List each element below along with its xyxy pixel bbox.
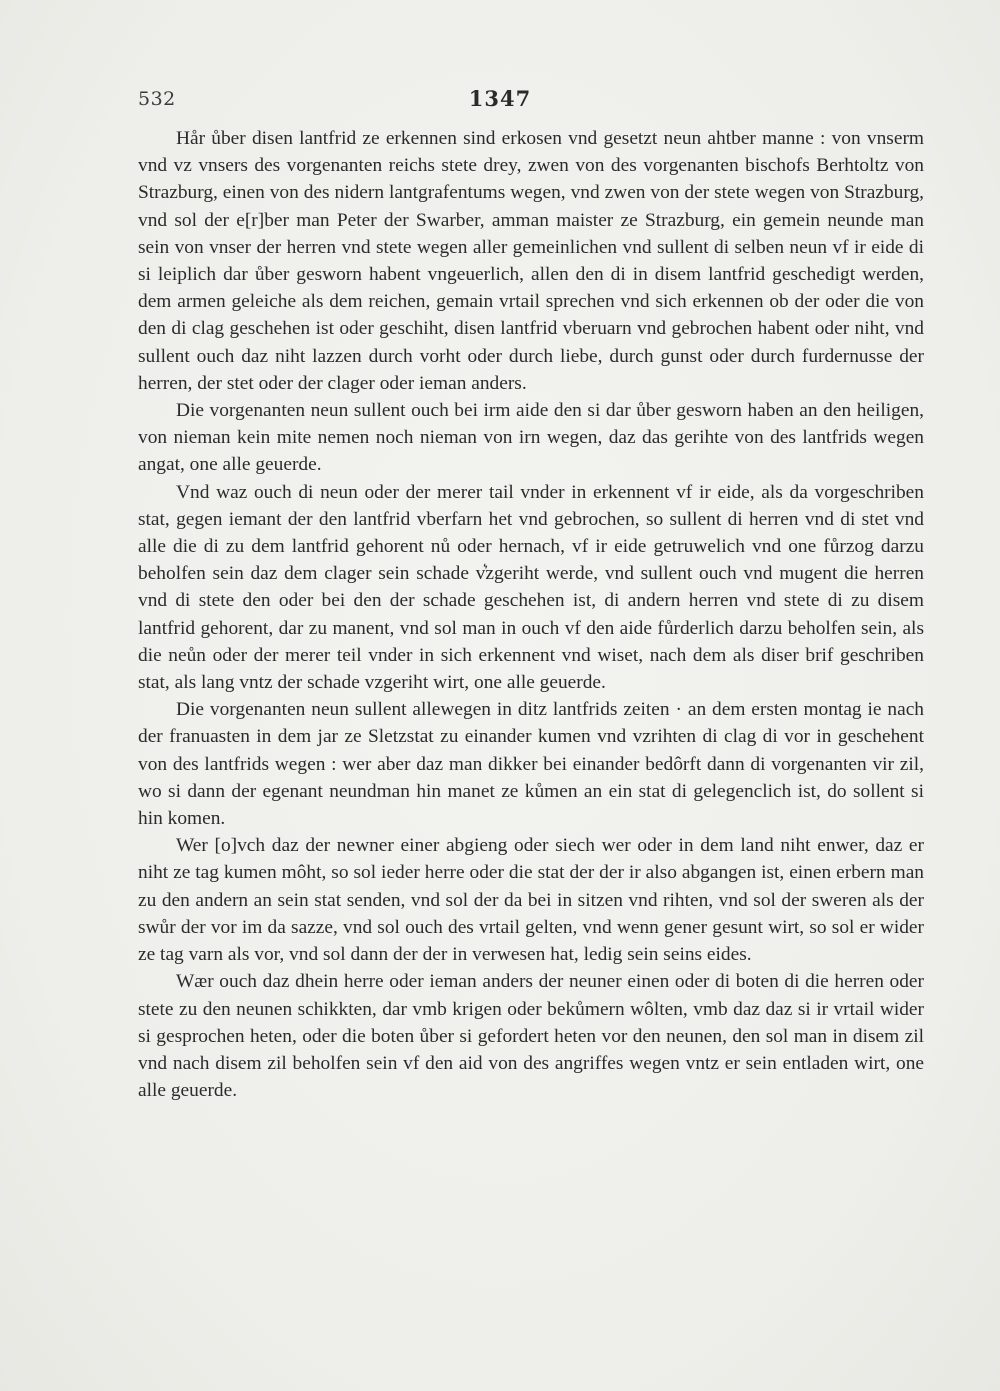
paragraph: Vnd waz ouch di neun oder der merer tail vnder in erkennent vf ir eide, als da vorgeschriben stat, gegen iemant der den lantfrid vberfarn het vnd gebrochen, so sullent di herren vnd di stet vnd alle die di zu dem lantfrid gehorent nů oder hernach, vf ir eide getruwelich vnd one fůrzog darzu beholfen sein daz dem clager sein schade v͛zgeriht werde, vnd sullent ouch vnd mugent die herren vnd di stete den oder bei den der schade geschehen ist, di andern herren vnd stete di zu disem lantfrid gehorent, dar zu manent, vnd sol man in ouch vf den aide fůrderlich darzu beholfen sein, als die neůn oder der merer teil vnder in sich erkennent vnd wiset, nach dem als diser brif geschriben stat, als lang vntz der schade vzgeriht wirt, one alle geuerde.: [138, 481, 924, 694]
paragraph: Hår ůber disen lantfrid ze erkennen sind erkosen vnd gesetzt neun ahtber manne : von vnserm vnd vz vnsers des vorgenanten reichs stete drey, zwen von des vorgenanten bischofs Berhtoltz von Strazburg, einen von des nidern lantgrafentums wegen, vnd zwen von der stete wegen von Strazburg, vnd sol der e[r]ber man Peter der Swarber, amman maister ze Strazburg, ein gemein neunde man sein von vnser der herren vnd stete wegen aller gemeinlichen vnd sullent di selben neun vf ir eide di si leiplich dar ůber gesworn habent vngeuerlich, allen den di in disem lantfrid geschedigt werden, dem armen geleiche als dem reichen, gemain vrtail sprechen vnd sich erkennen ob der oder die von den di clag geschehen ist oder geschiht, disen lantfrid vberuarn vnd gebrochen habent oder niht, vnd sullent ouch daz niht lazzen durch vorht oder durch liebe, durch gunst oder durch furdernusse der herren, der stet oder der clager oder ieman anders.: [138, 128, 924, 394]
paragraph: Die vorgenanten neun sullent ouch bei irm aide den si dar ůber gesworn haben an den heiligen, von nieman kein mite nemen noch nieman von irn wegen, daz das gerihte von des lantfrids wegen angat, one alle geuerde.: [138, 400, 924, 476]
year-heading: 1347: [468, 86, 532, 111]
paragraph: Wer [o]vch daz der newner einer abgieng oder siech wer oder in dem land niht enwer, daz er niht ze tag kumen môht, so sol ieder herre oder die stat der der ir also abgangen ist, einen erbern man zu den andern an sein stat senden, vnd sol der da bei in sitzen vnd rihten, vnd sol der sweren als der swůr der vor im da sazze, vnd sol ouch des vrtail gelten, vnd wenn gener gesunt wirt, so sol er wider ze tag varn als vor, vnd sol dann der der in verwesen hat, ledig sein seins eides.: [138, 835, 924, 966]
paragraph: Wær ouch daz dhein herre oder ieman anders der neuner einen oder di boten di die herren oder stete zu den neunen schikkten, dar vmb krigen oder bekůmern wôlten, vmb daz daz si ir vrtail wider si gesprochen heten, oder die boten ůber si gefordert heten vor den neunen, den sol man in disem zil vnd nach disem zil beholfen sein vf den aid von des angriffes wegen vntz er sein entladen wirt, one alle geuerde.: [138, 971, 924, 1102]
page-number: 532: [138, 88, 176, 110]
text-body: [138, 125, 924, 1104]
paragraph: Die vorgenanten neun sullent allewegen in ditz lantfrids zeiten · an dem ersten montag ie nach der franuasten in dem jar ze Sletzstat zu einander kumen vnd vzrihten di clag di vor in geschehent von des lantfrids wegen : wer aber daz man dikker bei einander bedôrft dann di vorgenanten vir zil, wo si dann der egenant neundman hin manet ze kůmen an ein stat di gelegenclich ist, do sollent si hin komen.: [138, 699, 924, 830]
